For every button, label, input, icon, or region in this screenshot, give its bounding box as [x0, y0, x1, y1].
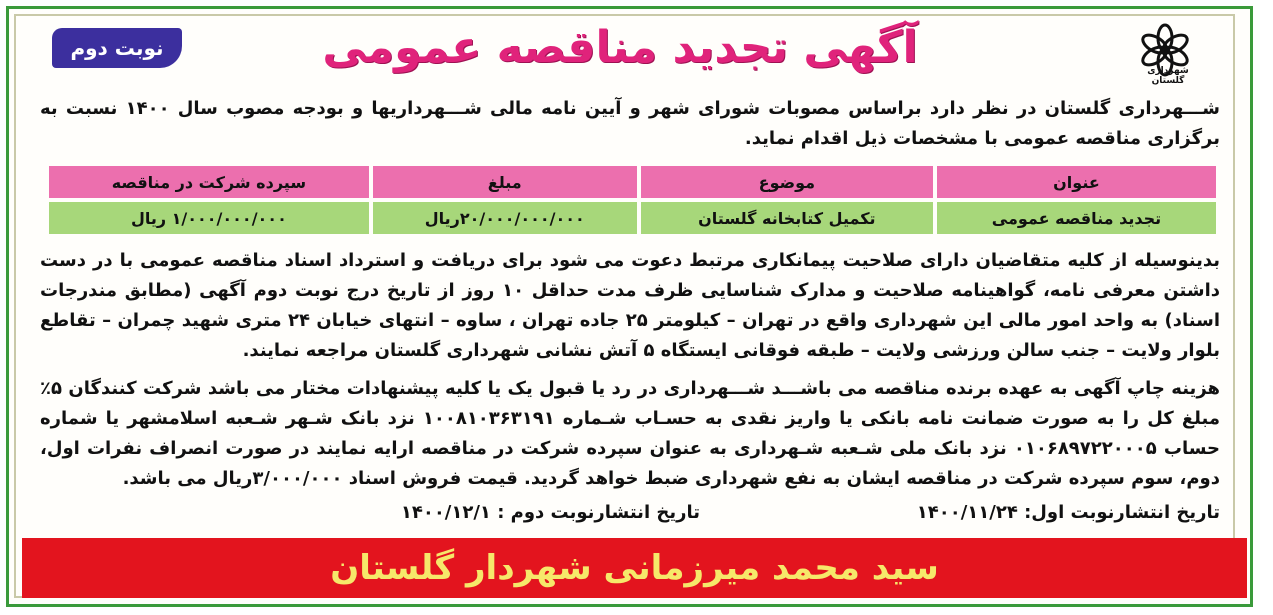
cell-deposit: ۱/۰۰۰/۰۰۰/۰۰۰ ریال: [49, 202, 369, 234]
cell-subject: تکمیل کتابخانه گلستان: [641, 202, 933, 234]
invitation-paragraph: بدینوسیله از کلیه متقاضیان دارای صلاحیت پیمانکاری مرتبط دعوت می شود برای دریافت و استرداد اسناد مناقصه عمومی با در دست داشتن معرفی نامه، گواهینامه صلاحیت و مدارک شناسایی ظرف مدت حداقل ۱۰ روز از تاریخ درج نوبت دوم آگهی (مطابق مندرجات اسناد) به واحد امور مالی این شهرداری واقع در تهران – کیلومتر ۲۵ جاده تهران ، ساوه – انتهای خیابان ۲۴ متری شهید چمران – تقاطع بلوار ولایت – جنب سالن ورزشی ولایت – طبقه فوقانی ایستگاه ۵ آتش نشانی شهرداری گلستان مراجعه نمایند.: [40, 250, 1220, 361]
publication-dates: [40, 498, 1220, 528]
table-header-row: [49, 166, 1216, 198]
first-publication-date: تاریخ انتشارنوبت اول: ۱۴۰۰/۱۱/۲۴: [916, 502, 1220, 523]
logo-text: شهرداری گلستان: [1147, 66, 1189, 86]
intro-paragraph: شـــهرداری گلستان در نظر دارد براساس مصوبات شورای شهر و آیین نامه مالی شـــهرداریها و بودجه مصوب سال ۱۴۰۰ نسبت به برگزاری مناقصه عمومی با مشخصات ذیل اقدام نماید.: [40, 98, 1220, 149]
conditions-paragraph: هزینه چاپ آگهی به عهده برنده مناقصه می باشـــد شـــهرداری در رد یا قبول یک یا کلیه پیشنهادات مختار می باشد شرکت کنندگان ۵٪ مبلغ کل را به صورت ضمانت نامه بانکی یا واریز نقدی به حسـاب شـماره ۱۰۰۸۱۰۳۶۳۱۹۱ نزد بانک شـهر شـعبه اسلامشهر یا شماره حساب ۰۱۰۶۸۹۷۲۲۰۰۰۵ نزد بانک ملی شـعبه شـهرداری به عنوان سپرده شرکت در مناقصه ارایه نمایند در صورت انصراف نفرات اول، دوم، سوم سپرده شرکت در مناقصه ایشان به نفع شهرداری ضبط خواهد گردید. قیمت فروش اسناد ۳/۰۰۰/۰۰۰ریال می باشد.: [40, 378, 1220, 489]
cell-amount: ۲۰/۰۰۰/۰۰۰/۰۰۰ریال: [373, 202, 637, 234]
cell-title: تجدید مناقصه عمومی: [937, 202, 1216, 234]
signature-banner: سید محمد میرزمانی شهردار گلستان: [22, 538, 1247, 598]
round-badge: نوبت دوم: [52, 28, 182, 68]
header-deposit: سپرده شرکت در مناقصه: [49, 166, 369, 198]
header-subject: موضوع: [641, 166, 933, 198]
tender-table: [45, 162, 1220, 238]
second-publication-date: تاریخ انتشارنوبت دوم : ۱۴۰۰/۱۲/۱: [400, 502, 700, 523]
notice-title: آگهی تجدید مناقصه عمومی: [322, 22, 918, 73]
header-amount: مبلغ: [373, 166, 637, 198]
header-title: عنوان: [937, 166, 1216, 198]
table-row: [49, 202, 1216, 234]
